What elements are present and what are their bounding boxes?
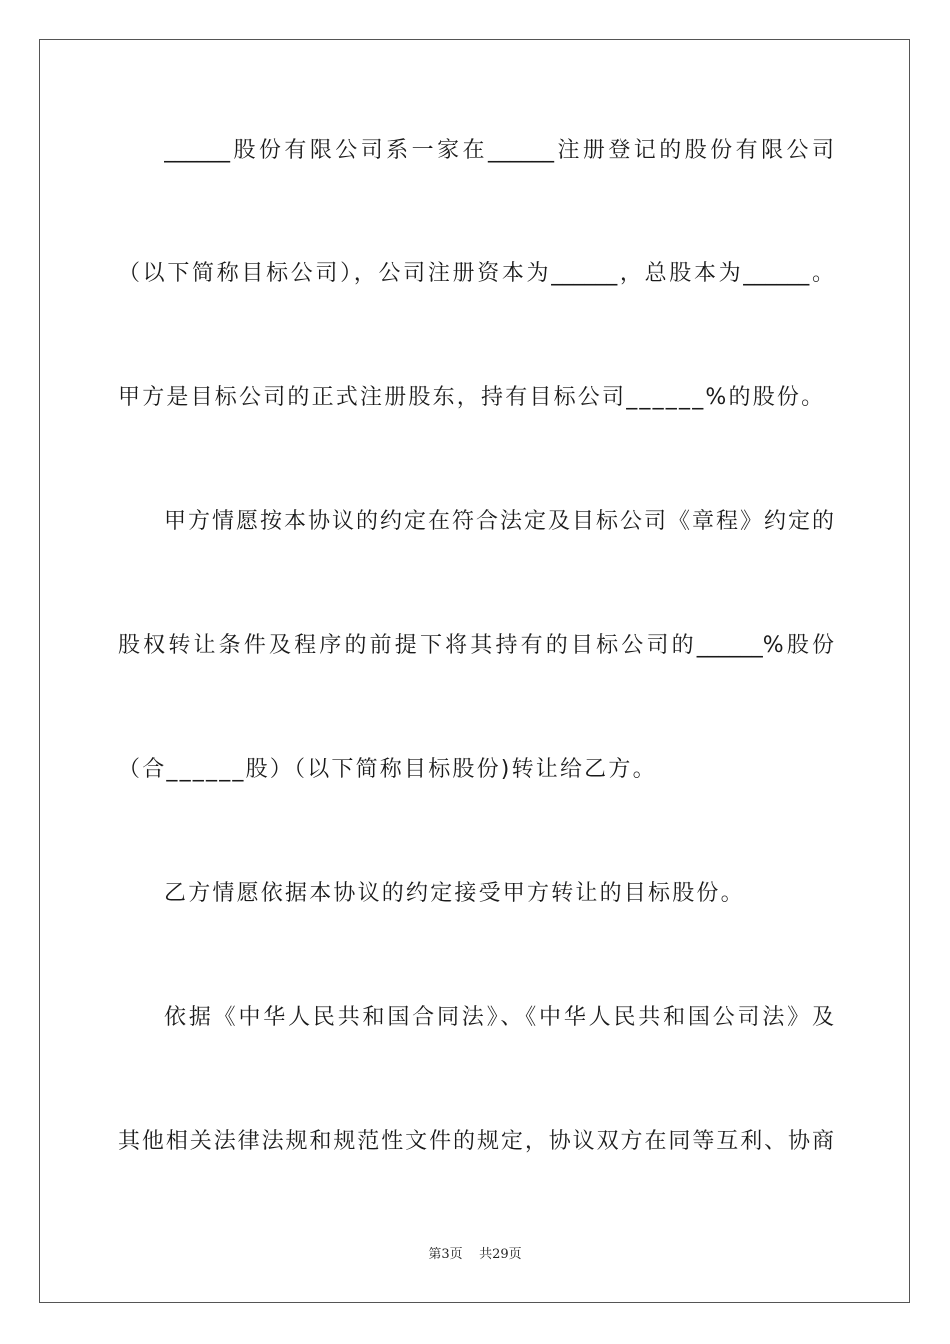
page-border [39,39,910,1303]
paragraph-line: 依据《中华人民共和国合同法》、《中华人民共和国公司法》及 [164,1005,834,1030]
paragraph-line: （合______股）（以下简称目标股份)转让给乙方。 [118,757,657,782]
paragraph-line: 甲方是目标公司的正式注册股东，持有目标公司______%的股份。 [118,385,826,410]
paragraph-line: 股权转让条件及程序的前提下将其持有的目标公司的______%股份 [118,633,834,658]
paragraph-line: 乙方情愿依据本协议的约定接受甲方转让的目标股份。 [164,881,745,906]
page-total: 共29页 [479,1247,522,1262]
paragraph-line: 甲方情愿按本协议的约定在符合法定及目标公司《章程》约定的 [164,509,834,534]
page-footer [0,1246,950,1264]
paragraph-line: ______股份有限公司系一家在______注册登记的股份有限公司 [164,138,834,163]
paragraph-line: （以下简称目标公司），公司注册资本为______，总股本为______。 [118,261,834,286]
page-number: 第3页 [428,1247,463,1262]
paragraph-line: 其他相关法律法规和规范性文件的规定，协议双方在同等互利、协商 [118,1129,834,1154]
